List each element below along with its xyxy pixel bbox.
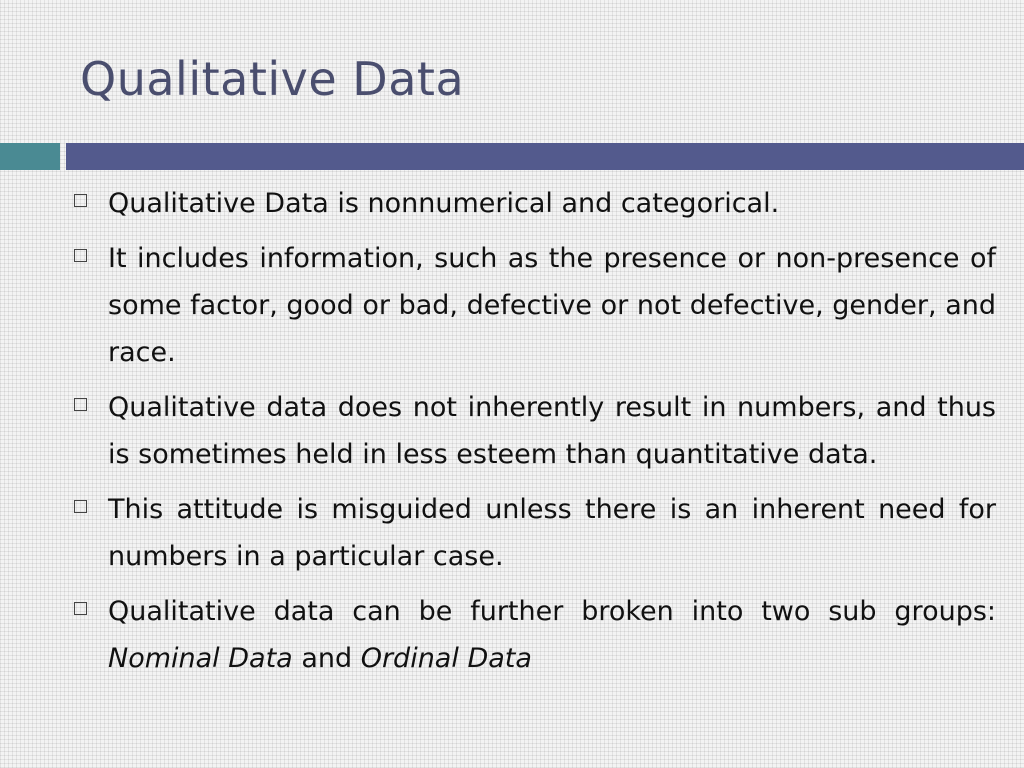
bullet-text-connector: and: [292, 643, 361, 674]
bullet-text: Qualitative data does not inherently result in numbers, and thus is sometimes held in less esteem than quantitative data.: [108, 392, 996, 470]
bullet-text: This attitude is misguided unless there is an inherent need for numbers in a particular case.: [108, 494, 996, 572]
title-accent-bar-teal: [0, 143, 60, 170]
square-bullet-icon: [74, 602, 87, 615]
bullet-text-prefix: Qualitative data can be further broken into two sub groups:: [108, 596, 996, 627]
square-bullet-icon: [74, 500, 87, 513]
square-bullet-icon: [74, 249, 87, 262]
bullet-item: [68, 235, 996, 376]
bullet-item: [68, 588, 996, 682]
square-bullet-icon: [74, 398, 87, 411]
title-accent-bar-indigo: [66, 143, 1024, 170]
bullet-text: Qualitative Data is nonnumerical and categorical.: [108, 188, 780, 219]
bullet-text: It includes information, such as the presence or non-presence of some factor, good or bad, defective or not defective, gender, and race.: [108, 243, 996, 368]
ordinal-data-term: Ordinal Data: [360, 643, 532, 674]
bullet-item: [68, 384, 996, 478]
bullet-list: [68, 180, 996, 690]
bullet-item: [68, 486, 996, 580]
bullet-item: [68, 180, 996, 227]
nominal-data-term: Nominal Data: [108, 643, 293, 674]
slide-title: Qualitative Data: [80, 52, 465, 106]
square-bullet-icon: [74, 194, 87, 207]
